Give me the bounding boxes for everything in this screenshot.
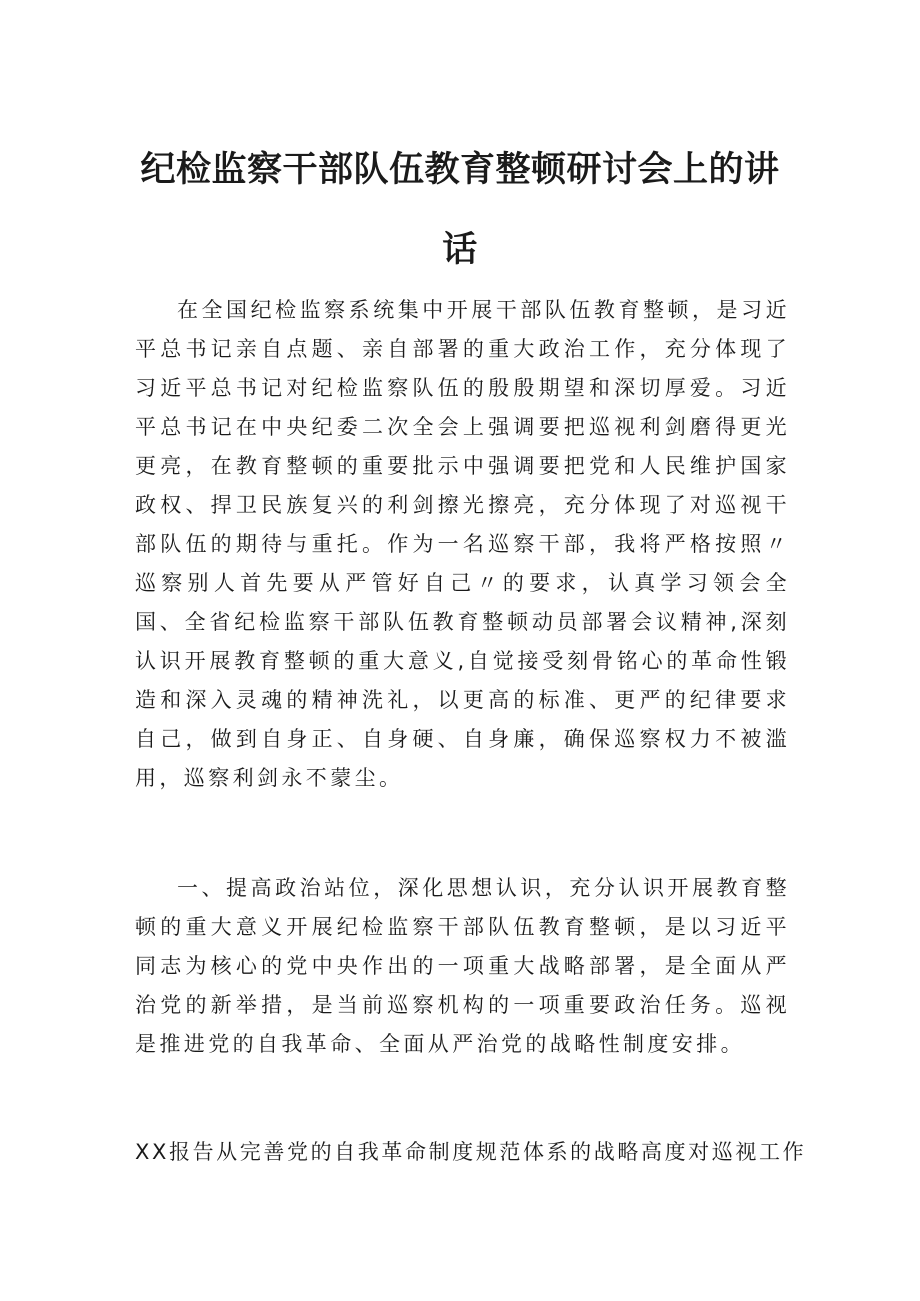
document-title-line-2: 话 xyxy=(442,230,478,270)
body-paragraph-2: 一、提高政治站位，深化思想认识，充分认识开展教育整顿的重大意义开展纪检监察干部队伍教育整顿，是以习近平同志为核心的党中央作出的一项重大战略部署，是全面从严治党的新举措，是当前巡察机构的一项重要政治任务。巡视是推进党的自我革命、全面从严治党的战略性制度安排。 xyxy=(135,876,790,1056)
body-paragraph-1: 在全国纪检监察系统集中开展干部队伍教育整顿，是习近平总书记亲自点题、亲自部署的重大政治工作，充分体现了习近平总书记对纪检监察队伍的殷殷期望和深切厚爱。习近平总书记在中央纪委二次全会上强调要把巡视利剑磨得更光更亮，在教育整顿的重要批示中强调要把党和人民维护国家政权、捍卫民族复兴的利剑擦光擦亮，充分体现了对巡视干部队伍的期待与重托。作为一名巡察干部，我将严格按照〃巡察别人首先要从严管好自己〃的要求，认真学习领会全国、全省纪检监察干部队伍教育整顿动员部署会议精神,深刻认识开展教育整顿的重大意义,自觉接受刻骨铭心的革命性锻造和深入灵魂的精神洗礼，以更高的标准、更严的纪律要求自己，做到自身正、自身硬、自身廉，确保巡察权力不被滥用，巡察利剑永不蒙尘。 xyxy=(135,298,790,790)
document-title-line-1: 纪检监察干部队伍教育整顿研讨会上的讲 xyxy=(140,150,780,190)
body-paragraph-3: XX报告从完善党的自我革命制度规范体系的战略高度对巡视工作 xyxy=(135,1140,807,1164)
